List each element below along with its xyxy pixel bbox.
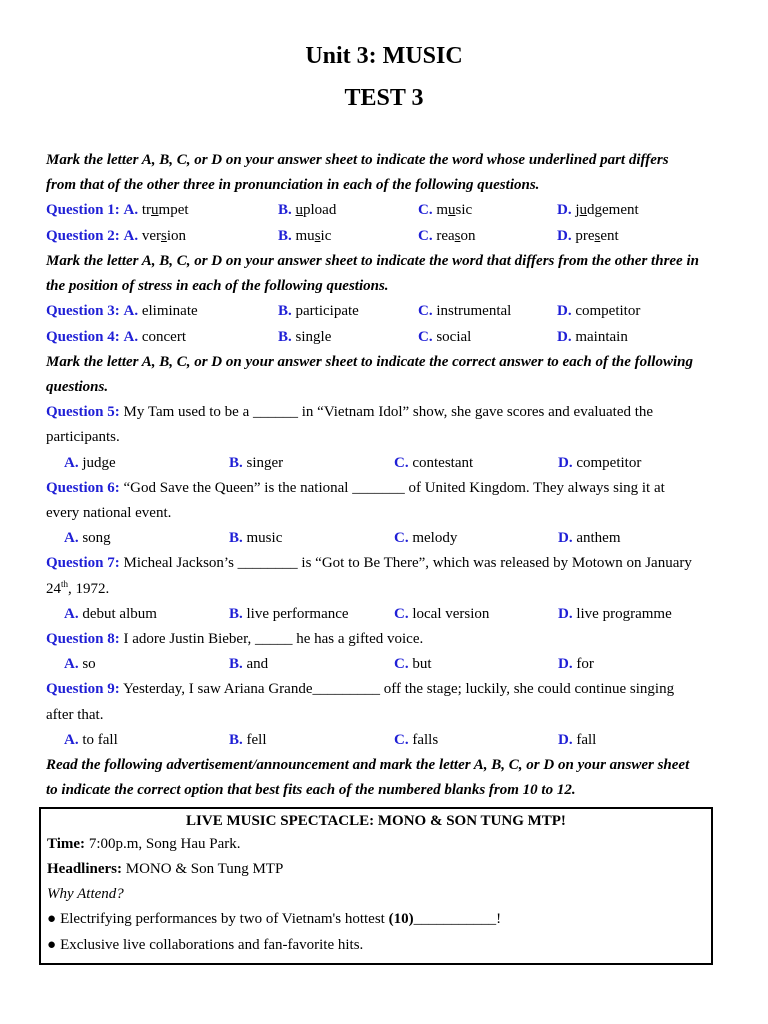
underlined-sound: u [295, 202, 304, 218]
test-title: TEST 3 [344, 85, 424, 111]
instruction-advertisement-2: to indicate the correct option that best fits each of the numbered blanks from 10 to 12. [46, 782, 576, 798]
question-3-option-b[interactable]: B. participate [278, 303, 359, 319]
question-8-option-c[interactable]: C. but [394, 656, 432, 672]
instruction-pronunciation-2: from that of the other three in pronunciation in each of the following questions. [46, 177, 540, 193]
instruction-stress-2: the position of stress in each of the following questions. [46, 278, 389, 294]
question-5-option-a[interactable]: A. judge [64, 455, 116, 471]
option-letter: B. [278, 329, 292, 345]
option-letter: C. [418, 202, 433, 218]
question-7-option-a[interactable]: A. debut album [64, 606, 157, 622]
option-letter: A. [123, 228, 139, 244]
instruction-correct-answer-2: questions. [46, 379, 109, 395]
underlined-sound: u [579, 202, 588, 218]
question-text: My Tam used to be a ______ in “Vietnam Idol” show, she gave scores and evaluated the [119, 404, 654, 420]
unit-title: Unit 3: MUSIC [305, 43, 463, 69]
question-8-option-a[interactable]: A. so [64, 656, 96, 672]
underlined-sound: s [161, 228, 167, 244]
option-letter: A. [123, 202, 139, 218]
option-letter: D. [557, 329, 572, 345]
bullet-icon: ● [47, 937, 57, 953]
question-label: Question 1: [46, 202, 120, 218]
question-4-option-a[interactable]: Question 4: A. concert [46, 329, 186, 345]
advertisement-bullet-1: ● Electrifying performances by two of Vietnam's hottest (10)___________! [47, 911, 502, 927]
option-letter: D. [557, 303, 572, 319]
question-3-option-d[interactable]: D. competitor [557, 303, 641, 319]
option-letter: C. [418, 228, 433, 244]
question-6-options [46, 526, 726, 551]
question-1-row [46, 198, 726, 223]
question-3-row [46, 299, 726, 324]
question-4-option-c[interactable]: C. social [418, 329, 472, 345]
question-8-options [46, 652, 726, 677]
advertisement-bullet-2: ● Exclusive live collaborations and fan-favorite hits. [47, 937, 364, 953]
underlined-sound: u [151, 202, 159, 218]
question-4-option-b[interactable]: B. single [278, 329, 332, 345]
advertisement-headliners: Headliners: MONO & Son Tung MTP [47, 861, 284, 877]
question-2-option-d[interactable]: D. present [557, 228, 619, 244]
question-9-stem-cont: after that. [46, 707, 104, 723]
question-6-option-b[interactable]: B. music [229, 530, 283, 546]
question-1-option-b[interactable]: B. upload [278, 202, 337, 218]
question-4-row [46, 325, 726, 350]
question-2-row [46, 224, 726, 249]
blank-10[interactable]: ___________ [413, 911, 497, 927]
question-6-option-c[interactable]: C. melody [394, 530, 458, 546]
question-2-option-c[interactable]: C. reason [418, 228, 476, 244]
question-6-stem [46, 476, 726, 501]
question-4-option-d[interactable]: D. maintain [557, 329, 628, 345]
question-8-option-d[interactable]: D. for [558, 656, 594, 672]
question-text: Yesterday, I saw Ariana Grande_________ off the stage; luckily, she could continue singing [119, 681, 675, 697]
question-label: Question 4: [46, 329, 120, 345]
question-6-option-a[interactable]: A. song [64, 530, 111, 546]
advertisement-why-attend: Why Attend? [47, 886, 124, 902]
underlined-sound: s [314, 228, 321, 244]
question-9-option-a[interactable]: A. to fall [64, 732, 118, 748]
option-letter: B. [278, 202, 292, 218]
question-5-stem [46, 400, 726, 425]
underlined-sound: u [448, 202, 456, 218]
question-6-option-d[interactable]: D. anthem [558, 530, 621, 546]
question-label: Question 8: [46, 631, 120, 647]
question-label: Question 5: [46, 404, 120, 420]
question-label: Question 7: [46, 555, 120, 571]
question-text: I adore Justin Bieber, _____ he has a gifted voice. [119, 631, 424, 647]
question-label: Question 3: [46, 303, 120, 319]
underlined-sound: s [594, 228, 601, 244]
instruction-stress-1: Mark the letter A, B, C, or D on your answer sheet to indicate the word that differs from the other three in [46, 253, 699, 269]
advertisement-box [39, 807, 713, 965]
question-7-options [46, 602, 726, 627]
question-2-option-b[interactable]: B. music [278, 228, 332, 244]
blank-10-label: (10) [388, 911, 414, 927]
question-3-option-c[interactable]: C. instrumental [418, 303, 512, 319]
question-label: Question 6: [46, 480, 120, 496]
option-letter: C. [418, 303, 433, 319]
question-1-option-c[interactable]: C. music [418, 202, 473, 218]
question-5-stem-cont: participants. [46, 429, 120, 445]
bullet-icon: ● [47, 911, 57, 927]
question-7-stem-cont: 24th, 1972. [46, 579, 110, 597]
question-2-option-a[interactable]: Question 2: A. version [46, 228, 187, 244]
question-9-option-d[interactable]: D. fall [558, 732, 597, 748]
question-9-options [46, 728, 726, 753]
question-8-option-b[interactable]: B. and [229, 656, 269, 672]
question-1-option-d[interactable]: D. judgement [557, 202, 639, 218]
question-6-stem-cont: every national event. [46, 505, 172, 521]
advertisement-title: LIVE MUSIC SPECTACLE: MONO & SON TUNG MTP! [186, 813, 566, 829]
option-letter: A. [123, 303, 139, 319]
question-5-options [46, 451, 726, 476]
question-label: Question 2: [46, 228, 120, 244]
question-label: Question 9: [46, 681, 120, 697]
underlined-sound: s [454, 228, 461, 244]
option-letter: C. [418, 329, 433, 345]
instruction-pronunciation-1: Mark the letter A, B, C, or D on your answer sheet to indicate the word whose underlined part differs [46, 152, 669, 168]
question-7-stem [46, 551, 726, 576]
question-7-option-b[interactable]: B. live performance [229, 606, 349, 622]
question-text: “God Save the Queen” is the national _______ of United Kingdom. They always sing it at [119, 480, 665, 496]
question-7-option-d[interactable]: D. live programme [558, 606, 672, 622]
question-9-stem [46, 677, 726, 702]
question-3-option-a[interactable]: Question 3: A. eliminate [46, 303, 198, 319]
question-7-option-c[interactable]: C. local version [394, 606, 490, 622]
option-letter: A. [123, 329, 139, 345]
question-1-option-a[interactable]: Question 1: A. trumpet [46, 202, 189, 218]
instruction-correct-answer-1: Mark the letter A, B, C, or D on your answer sheet to indicate the correct answer to each of the following [46, 354, 693, 370]
question-5-option-b[interactable]: B. singer [229, 455, 284, 471]
advertisement-time: Time: 7:00p.m, Song Hau Park. [47, 836, 241, 852]
question-9-option-b[interactable]: B. fell [229, 732, 267, 748]
question-5-option-d[interactable]: D. competitor [558, 455, 642, 471]
question-9-option-c[interactable]: C. falls [394, 732, 439, 748]
option-letter: B. [278, 303, 292, 319]
question-text: Micheal Jackson’s ________ is “Got to Be There”, which was released by Motown on January [119, 555, 692, 571]
option-letter: B. [278, 228, 292, 244]
instruction-advertisement-1: Read the following advertisement/announcement and mark the letter A, B, C, or D on your answer sheet [46, 757, 690, 773]
option-letter: D. [557, 202, 572, 218]
option-letter: D. [557, 228, 572, 244]
question-8-stem [46, 627, 726, 652]
question-5-option-c[interactable]: C. contestant [394, 455, 474, 471]
